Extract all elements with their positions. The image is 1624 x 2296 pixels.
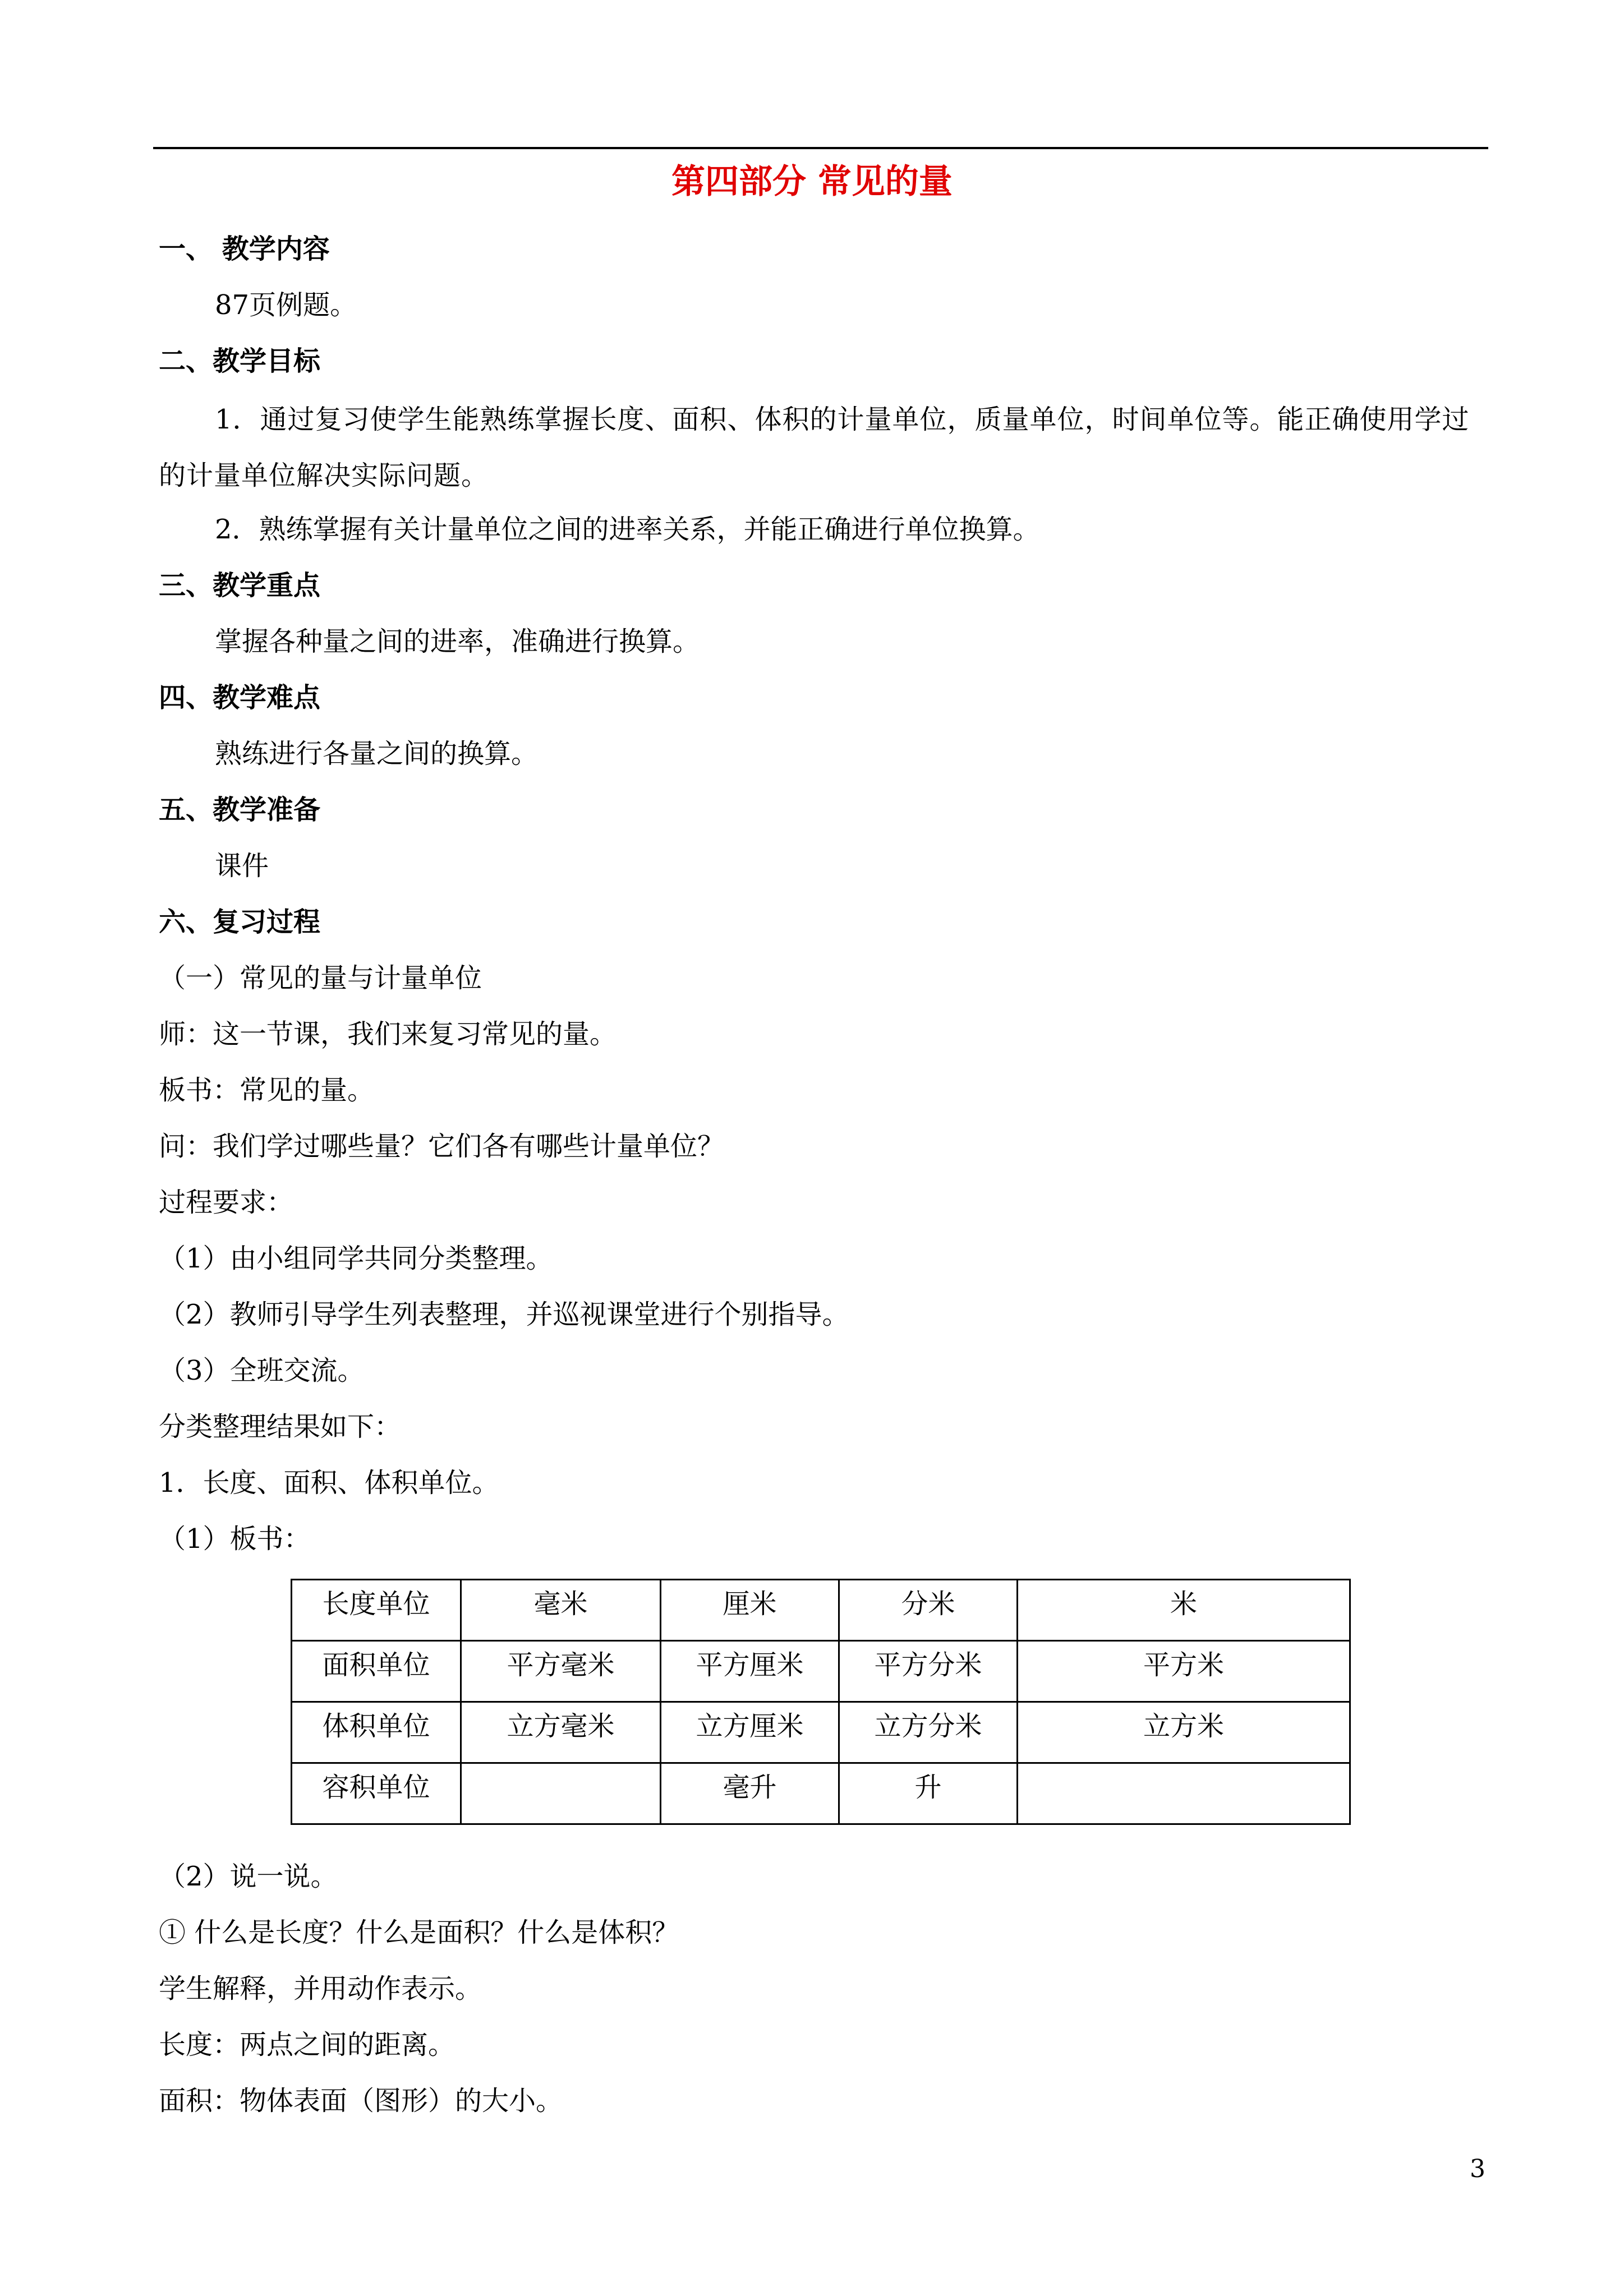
- table-cell: 毫升: [661, 1763, 839, 1824]
- table-cell: 平方厘米: [661, 1641, 839, 1702]
- after-table-line: （2）说一说。: [159, 1861, 338, 1892]
- table-row: [292, 1702, 1350, 1763]
- table-row: [292, 1763, 1350, 1824]
- section-body-focus: 掌握各种量之间的进率，准确进行换算。: [215, 626, 700, 657]
- table-row: [292, 1580, 1350, 1641]
- table-cell: [461, 1763, 661, 1824]
- process-line: 过程要求：: [159, 1187, 294, 1218]
- table-cell: 立方米: [1018, 1702, 1350, 1763]
- table-cell: 毫米: [461, 1580, 661, 1641]
- process-line: （一）常见的量与计量单位: [159, 962, 482, 994]
- table-cell: 立方厘米: [661, 1702, 839, 1763]
- section-body-content: 87页例题。: [215, 289, 357, 321]
- section-body-preparation: 课件: [215, 850, 269, 882]
- table-cell: 面积单位: [292, 1641, 461, 1702]
- process-line: （1）由小组同学共同分类整理。: [159, 1243, 553, 1274]
- section-heading-focus: 三、教学重点: [159, 570, 321, 601]
- table-cell: 体积单位: [292, 1702, 461, 1763]
- section-body-difficulty: 熟练进行各量之间的换算。: [215, 738, 539, 769]
- table-cell: 立方毫米: [461, 1702, 661, 1763]
- process-line: 问：我们学过哪些量？它们各有哪些计量单位？: [159, 1131, 725, 1162]
- after-table-line: 长度：两点之间的距离。: [159, 2029, 456, 2060]
- table-cell: 平方毫米: [461, 1641, 661, 1702]
- goal-item-1: 1．通过复习使学生能熟练掌握长度、面积、体积的计量单位，质量单位，时间单位等。能正确使用学过的计量单位解决实际问题。: [159, 404, 1470, 491]
- process-line: 1．长度、面积、体积单位。: [159, 1467, 499, 1499]
- table-cell: 升: [839, 1763, 1018, 1824]
- section-heading-difficulty: 四、教学难点: [159, 682, 321, 713]
- header-rule: [153, 147, 1488, 149]
- table-cell: [1018, 1763, 1350, 1824]
- process-line: 分类整理结果如下：: [159, 1411, 402, 1442]
- section-heading-preparation: 五、教学准备: [159, 794, 321, 826]
- table-cell: 平方分米: [839, 1641, 1018, 1702]
- after-table-line: 学生解释，并用动作表示。: [159, 1973, 482, 2004]
- table-cell: 分米: [839, 1580, 1018, 1641]
- units-table: [291, 1579, 1351, 1825]
- process-line: （1）板书：: [159, 1523, 311, 1555]
- table-cell: 长度单位: [292, 1580, 461, 1641]
- page-title: 第四部分 常见的量: [671, 162, 953, 201]
- table-cell: 厘米: [661, 1580, 839, 1641]
- after-table-line: ① 什么是长度？什么是面积？什么是体积？: [159, 1917, 679, 1948]
- table-cell: 立方分米: [839, 1702, 1018, 1763]
- process-line: 板书：常见的量。: [159, 1075, 375, 1106]
- table-row: [292, 1641, 1350, 1702]
- process-line: （3）全班交流。: [159, 1355, 365, 1386]
- page-number: 3: [1470, 2155, 1485, 2183]
- table-cell: 米: [1018, 1580, 1350, 1641]
- section-heading-process: 六、复习过程: [159, 906, 321, 938]
- section-heading-content: 一、 教学内容: [159, 233, 330, 265]
- process-line: 师：这一节课，我们来复习常见的量。: [159, 1018, 617, 1050]
- after-table-line: 面积：物体表面（图形）的大小。: [159, 2085, 563, 2117]
- goal-item-2: 2．熟练掌握有关计量单位之间的进率关系，并能正确进行单位换算。: [215, 514, 1040, 545]
- table-cell: 容积单位: [292, 1763, 461, 1824]
- section-heading-goals: 二、教学目标: [159, 345, 321, 377]
- table-cell: 平方米: [1018, 1641, 1350, 1702]
- process-line: （2）教师引导学生列表整理，并巡视课堂进行个别指导。: [159, 1299, 849, 1330]
